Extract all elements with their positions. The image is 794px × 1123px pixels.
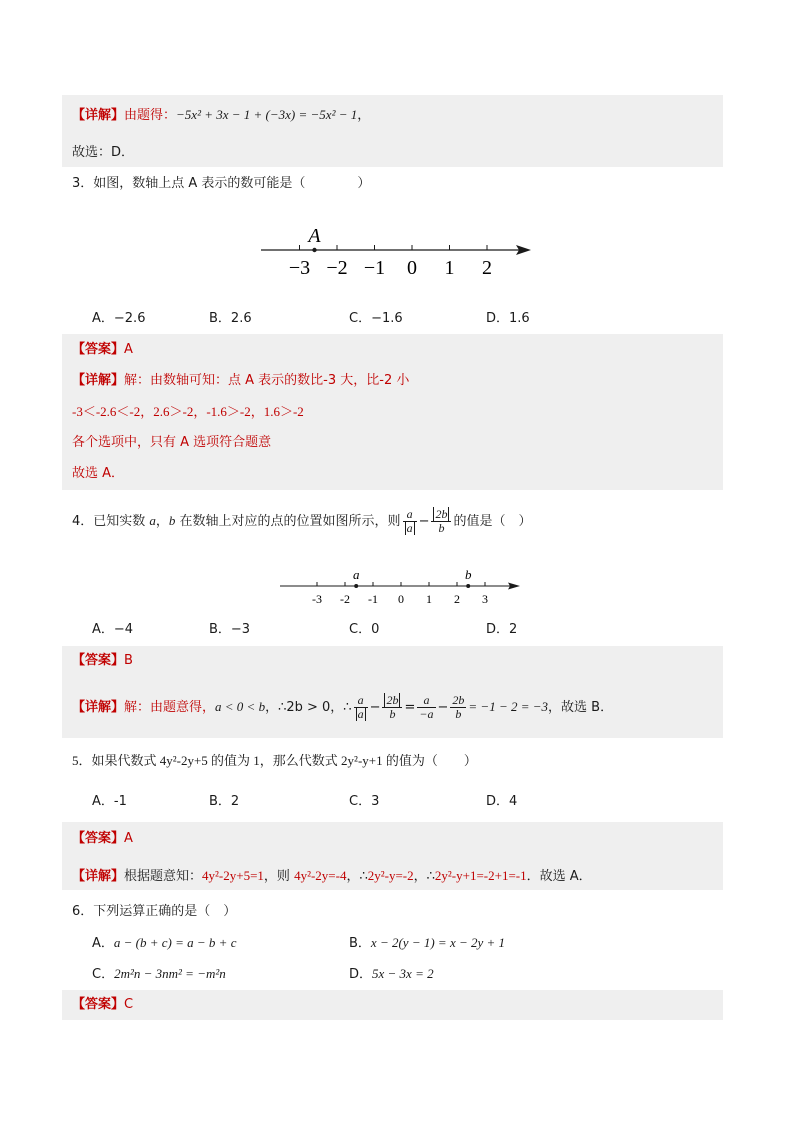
q4-detail — [72, 690, 613, 725]
answer-value: C — [124, 997, 134, 1012]
detail-text: 由题得： — [124, 108, 177, 123]
frac-denominator: b — [389, 707, 396, 721]
q4-stem — [72, 504, 531, 539]
q5-stem: 5．如果代数式 4y²-2y+5 的值为 1，那么代数式 2y²-y+1 的值为（ ） — [72, 753, 477, 768]
option-expression: 5x − 3x = 2 — [372, 966, 434, 981]
q5-option-a[interactable]: A．-1 — [92, 794, 127, 809]
q4-option-b[interactable]: B．−3 — [209, 622, 251, 637]
frac-numerator: 2b — [386, 693, 399, 707]
detail-tag: 【详解】 — [72, 373, 125, 388]
q6-option-b[interactable] — [349, 934, 505, 953]
q3-point-a — [312, 248, 316, 252]
q3-stem: 3．如图，数轴上点 A 表示的数可能是（ ） — [72, 176, 371, 191]
answer-tag: 【答案】 — [72, 653, 125, 668]
answer-tag: 【答案】 — [72, 342, 125, 357]
q3-tick-label: −2 — [326, 257, 348, 279]
option-letter: D． — [349, 967, 373, 982]
frac-denominator: b — [455, 707, 462, 721]
q4-answer — [72, 652, 133, 670]
detail-tag: 【详解】 — [72, 108, 125, 123]
q6-answer — [72, 996, 133, 1014]
detail-equals: = — [404, 700, 416, 715]
detail-text: ，∴2b > 0，∴ — [265, 700, 352, 715]
option-letter: A． — [92, 936, 114, 951]
detail-end: ， — [357, 108, 371, 123]
q4-var-a: a — [149, 513, 156, 528]
q4-point-b — [466, 584, 470, 588]
q2-detail-line — [72, 106, 370, 125]
detail-end: ，故选 B． — [548, 700, 614, 715]
frac-denominator: a — [357, 707, 364, 721]
q6-option-a[interactable] — [92, 934, 236, 953]
detail-eq: 2y²-y+1=-2+1=-1 — [434, 868, 527, 883]
q4-point-a — [354, 584, 358, 588]
detail-text: 解：由数轴可知：点 A 表示的数比-3 大，比-2 小 — [124, 373, 410, 388]
detail-expression: −5x² + 3x − 1 + (−3x) = −5x² − 1 — [176, 107, 358, 122]
answer-value: A — [124, 831, 133, 846]
detail-fraction-2 — [382, 694, 402, 721]
frac-numerator: 2b — [435, 507, 448, 521]
detail-fraction-3 — [417, 694, 435, 721]
answer-tag: 【答案】 — [72, 831, 125, 846]
q3-option-b[interactable]: B．2.6 — [209, 311, 252, 326]
q6-option-d[interactable] — [349, 965, 434, 984]
q4-tick-label: 3 — [482, 592, 488, 606]
q5-option-d[interactable]: D．4 — [486, 794, 518, 809]
frac-numerator: a — [403, 508, 417, 522]
option-expression: 2m²n − 3nm² = −m²n — [114, 966, 226, 981]
detail-text: ，∴ — [413, 869, 435, 884]
frac-denominator: a — [406, 521, 413, 535]
detail-minus: − — [437, 700, 449, 715]
q4-option-d[interactable]: D．2 — [486, 622, 518, 637]
q4-stem-b: 在数轴上对应的点的位置如图所示，则 — [175, 514, 401, 529]
q3-option-c[interactable]: C．−1.6 — [349, 311, 403, 326]
option-expression: a − (b + c) = a − b + c — [113, 935, 237, 950]
detail-text: ．故选 A． — [526, 869, 592, 884]
q3-point-label: A — [308, 225, 321, 247]
q4-comma: ， — [155, 514, 169, 529]
q4-tick-label: 2 — [454, 592, 460, 606]
detail-fraction-4 — [450, 694, 466, 721]
detail-text: 解：由题意得， — [124, 700, 216, 715]
answer-tag: 【答案】 — [72, 997, 125, 1012]
detail-text: ，则 — [263, 869, 295, 884]
q4-tick-label: 1 — [426, 592, 432, 606]
q4-tick-label: -3 — [312, 592, 322, 606]
q4-stem-c: 的值是（ ） — [453, 514, 532, 529]
detail-eq: 4y²-2y=-4 — [294, 868, 347, 883]
detail-text: 根据题意知： — [124, 869, 203, 884]
q4-point-b-label: b — [464, 567, 472, 582]
q4-fraction-2 — [431, 508, 451, 535]
frac-denominator: −a — [419, 707, 434, 721]
q4-option-c[interactable]: C．0 — [349, 622, 380, 637]
q4-point-a-label: a — [352, 567, 360, 582]
detail-eq: 2y²-y=-2 — [367, 868, 414, 883]
option-letter: B． — [349, 936, 371, 951]
q4-minus: − — [418, 514, 430, 529]
answer-value: A — [124, 342, 133, 357]
q3-detail-2: -3＜-2.6＜-2，2.6＞-2，-1.6＞-2，1.6＞-2 — [72, 404, 304, 419]
detail-condition: a < 0 < b — [215, 699, 266, 714]
frac-denominator: b — [438, 521, 445, 535]
q6-stem: 6．下列运算正确的是（ ） — [72, 904, 237, 919]
q4-stem-a: 4．已知实数 — [72, 514, 150, 529]
q6-option-c[interactable] — [92, 965, 226, 984]
q5-answer — [72, 830, 133, 848]
q3-detail-1 — [72, 372, 409, 390]
q4-tick-label: -1 — [368, 592, 378, 606]
detail-eq: 4y²-2y+5=1 — [202, 868, 264, 883]
q6-answer-band — [62, 990, 723, 1020]
q3-tick-label: 1 — [444, 257, 455, 279]
q4-tick-label: 0 — [398, 592, 404, 606]
detail-minus: − — [369, 700, 381, 715]
q5-option-b[interactable]: B．2 — [209, 794, 240, 809]
detail-result: = −1 − 2 = −3 — [468, 699, 549, 714]
q3-number-line — [255, 222, 540, 282]
q3-tick-label: 0 — [407, 257, 417, 279]
detail-tag: 【详解】 — [72, 700, 125, 715]
frac-numerator: 2b — [452, 693, 465, 707]
q5-detail — [72, 867, 592, 886]
detail-text: ，∴ — [346, 869, 368, 884]
q2-choose: 故选：D． — [72, 145, 135, 160]
frac-numerator: a — [417, 694, 435, 708]
answer-value: B — [124, 653, 133, 668]
q3-answer — [72, 341, 133, 359]
frac-numerator: a — [354, 694, 368, 708]
detail-fraction-1 — [354, 694, 368, 721]
option-letter: C． — [92, 967, 115, 982]
q3-tick-label: −1 — [363, 257, 386, 279]
q4-tick-label: -2 — [340, 592, 350, 606]
q4-number-line — [275, 565, 525, 607]
q4-option-a[interactable]: A．−4 — [92, 622, 134, 637]
detail-tag: 【详解】 — [72, 869, 125, 884]
q3-tick-label: −3 — [288, 257, 311, 279]
q4-fraction-1 — [403, 508, 417, 535]
q3-option-a[interactable]: A．−2.6 — [92, 311, 146, 326]
option-expression: x − 2(y − 1) = x − 2y + 1 — [370, 935, 506, 950]
q4-var-b: b — [168, 513, 176, 528]
q5-option-c[interactable]: C．3 — [349, 794, 380, 809]
q3-detail-3: 各个选项中，只有 A 选项符合题意 — [72, 435, 272, 450]
q3-option-d[interactable]: D．1.6 — [486, 311, 530, 326]
q3-tick-label: 2 — [482, 257, 492, 279]
q3-detail-4: 故选 A． — [72, 466, 125, 481]
